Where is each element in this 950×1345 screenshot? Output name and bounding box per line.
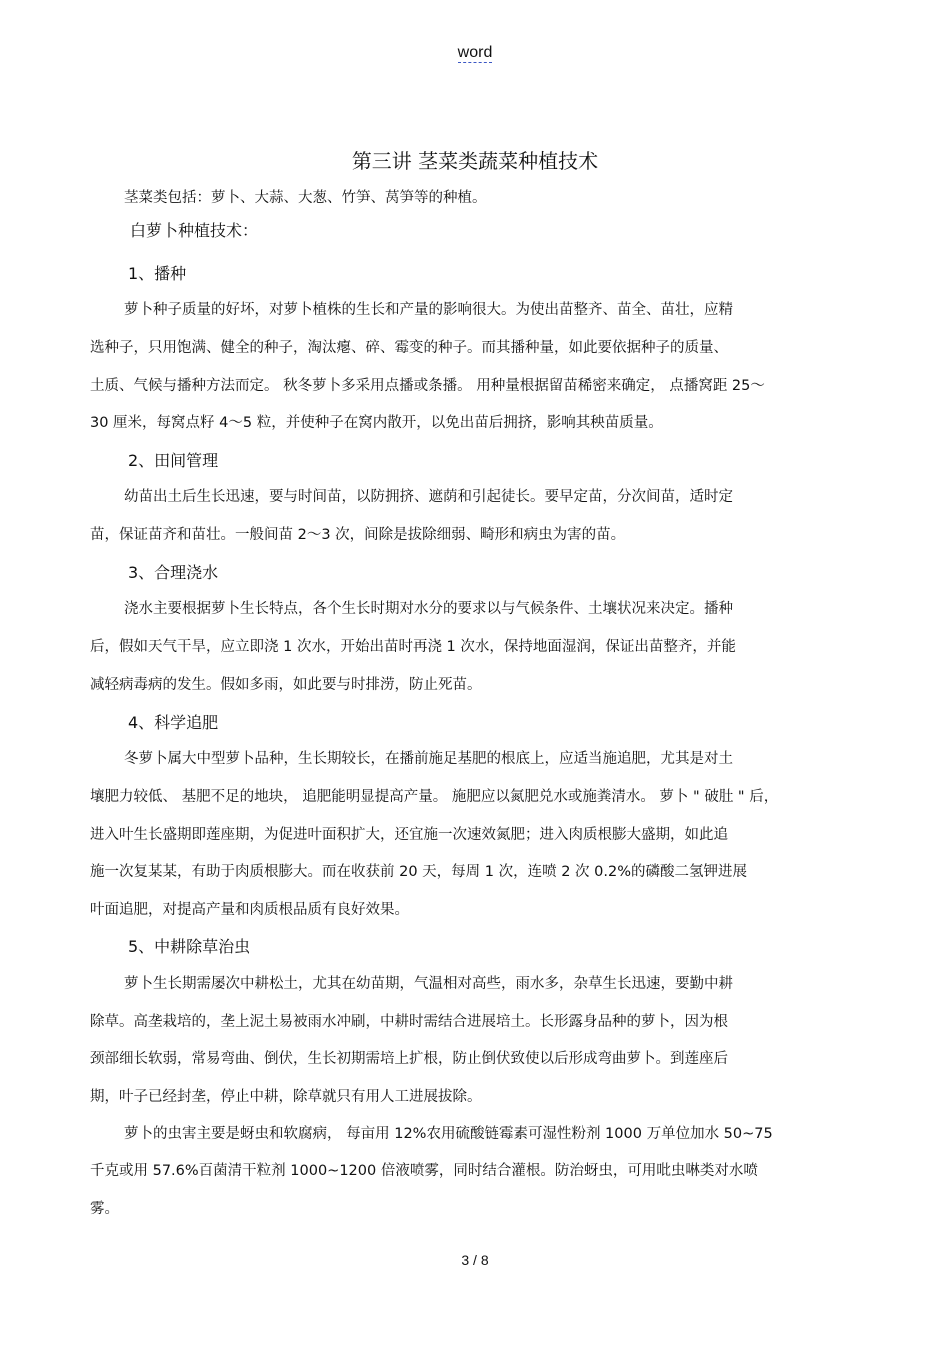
paragraph-line: 萝卜的虫害主要是蚜虫和软腐病， 每亩用 12%农用硫酸链霉素可湿性粉剂 1000 万单位加水 50~75 [124,1126,773,1142]
section-heading: 2、田间管理 [128,451,219,470]
paragraph-line: 千克或用 57.6%百菌清干粒剂 1000~1200 倍液喷雾，同时结合灌根。防治蚜虫，可用吡虫啉类对水喷 [90,1163,758,1179]
paragraph-line: 萝卜生长期需屡次中耕松土，尤其在幼苗期，气温相对高些，雨水多，杂草生长迅速，要勤中耕 [124,976,733,992]
section-heading: 1、播种 [128,264,187,283]
paragraph-line: 浇水主要根据萝卜生长特点，各个生长时期对水分的要求以与气候条件、土壤状况来决定。播种 [124,601,733,617]
paragraph-line: 30 厘米，每窝点籽 4～5 粒，并使种子在窝内散开，以免出苗后拥挤，影响其秧苗质量。 [90,415,663,431]
paragraph-line: 期，叶子已经封垄，停止中耕，除草就只有用人工进展拔除。 [90,1089,482,1105]
header-word: word [457,44,493,61]
paragraph-line: 壤肥力较低、 基肥不足的地块， 追肥能明显提高产量。 施肥应以氮肥兑水或施粪清水。 萝卜 " 破肚 " 后， [90,789,779,805]
page-header [0,44,950,62]
paragraph-line: 除草。高垄栽培的，垄上泥土易被雨水冲刷，中耕时需结合进展培土。长形露身品种的萝卜，因为根 [90,1014,728,1030]
section-heading: 3、合理浇水 [128,563,219,582]
paragraph-line: 苗，保证苗齐和苗壮。一般间苗 2～3 次，间除是拔除细弱、畸形和病虫为害的苗。 [90,527,626,543]
section-heading: 4、科学追肥 [128,713,219,732]
section-heading: 5、中耕除草治虫 [128,937,251,956]
paragraph-line: 萝卜种子质量的好坏，对萝卜植株的生长和产量的影响很大。为使出苗整齐、苗全、苗壮，应精 [124,302,733,318]
subtitle: 白萝卜种植技术： [130,221,259,240]
paragraph-line: 幼苗出土后生长迅速，要与时间苗，以防拥挤、遮荫和引起徒长。要早定苗，分次间苗，适时定 [124,489,733,505]
paragraph-line: 进入叶生长盛期即莲座期，为促进叶面积扩大，还宜施一次速效氮肥；进入肉质根膨大盛期，如此追 [90,827,728,843]
paragraph-line: 减轻病毒病的发生。假如多雨，如此要与时排涝，防止死苗。 [90,677,482,693]
paragraph-line: 雾。 [90,1201,119,1217]
paragraph-line: 叶面追肥，对提高产量和肉质根品质有良好效果。 [90,902,409,918]
page-title: 第三讲 茎菜类蔬菜种植技术 [351,149,599,173]
paragraph-line: 施一次复某某，有助于肉质根膨大。而在收获前 20 天，每周 1 次，连喷 2 次 0.2%的磷酸二氢钾进展 [90,864,747,880]
paragraph-line: 冬萝卜属大中型萝卜品种，生长期较长，在播前施足基肥的根底上，应适当施追肥，尤其是对土 [124,751,733,767]
paragraph-line: 后，假如天气干旱，应立即浇 1 次水，开始出苗时再浇 1 次水，保持地面湿润，保证出苗整齐，并能 [90,639,736,655]
paragraph-line: 选种子，只用饱满、健全的种子，淘汰瘪、碎、霉变的种子。而其播种量，如此要依据种子的质量、 [90,340,728,356]
paragraph-line: 颈部细长软弱，常易弯曲、倒伏，生长初期需培上扩根，防止倒伏致使以后形成弯曲萝卜。到莲座后 [90,1051,728,1067]
paragraph-line: 土质、气候与播种方法而定。 秋冬萝卜多采用点播或条播。 用种量根据留苗稀密来确定， 点播窝距 25～ [90,378,765,394]
intro-text: 茎菜类包括：萝卜、大蒜、大葱、竹笋、莴笋等的种植。 [124,190,487,206]
page-number: 3 / 8 [461,1252,489,1268]
